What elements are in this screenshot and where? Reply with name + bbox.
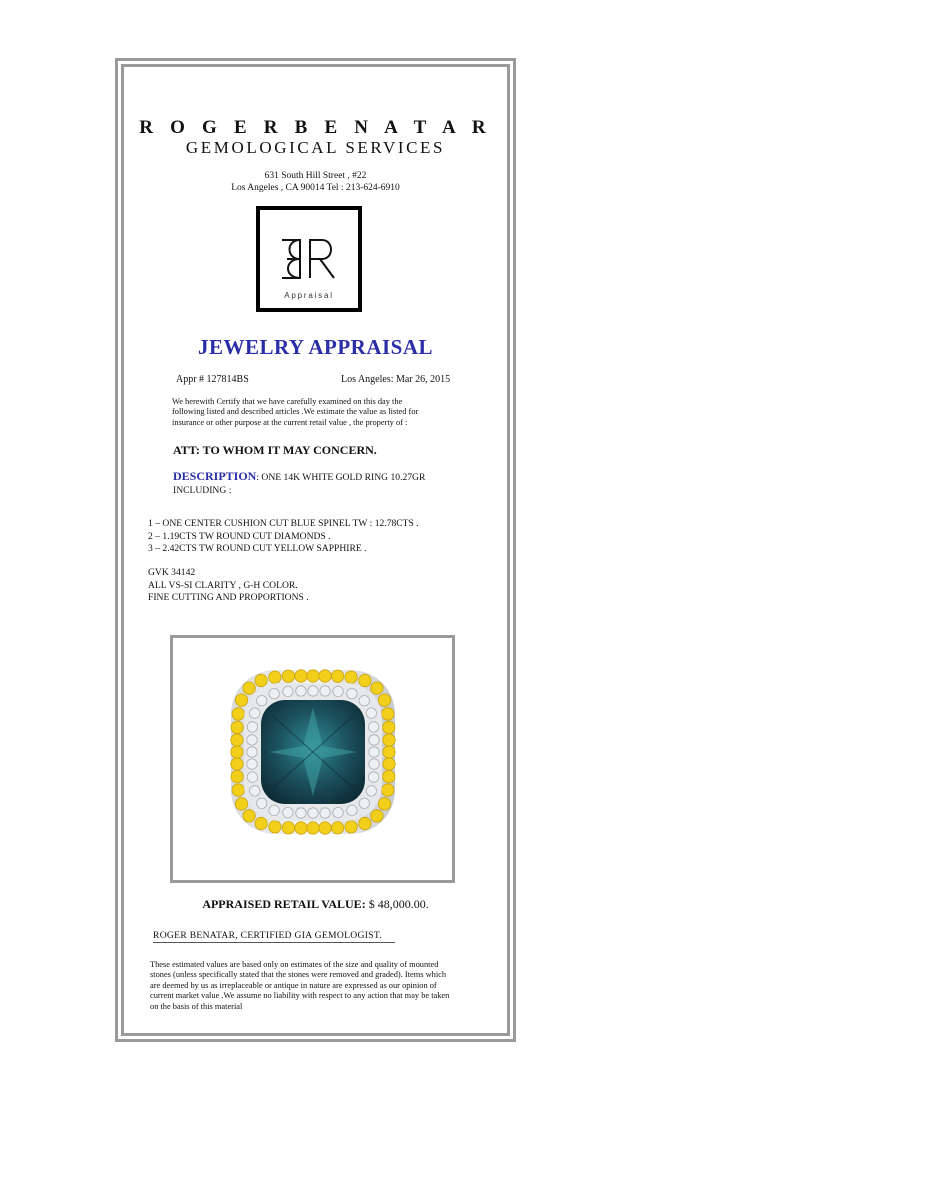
yellow-sapphire-stone bbox=[383, 770, 395, 782]
yellow-sapphire-stone bbox=[319, 670, 331, 682]
yellow-sapphire-stone bbox=[319, 822, 331, 834]
diamond-stone bbox=[308, 808, 318, 818]
yellow-sapphire-stone bbox=[269, 671, 281, 683]
value-amount: $ 48,000.00. bbox=[365, 897, 429, 911]
yellow-sapphire-stone bbox=[231, 770, 243, 782]
yellow-sapphire-stone bbox=[378, 798, 390, 810]
yellow-sapphire-stone bbox=[282, 670, 294, 682]
yellow-sapphire-stone bbox=[307, 822, 319, 834]
yellow-sapphire-stone bbox=[371, 810, 383, 822]
disclaimer-line: stones (unless specifically stated that the stones were removed and graded). Items which bbox=[150, 970, 447, 980]
yellow-sapphire-stone bbox=[243, 682, 255, 694]
appraised-value bbox=[121, 897, 510, 912]
yellow-sapphire-stone bbox=[371, 682, 383, 694]
yellow-sapphire-stone bbox=[243, 810, 255, 822]
diamond-stone bbox=[333, 807, 343, 817]
disclaimer-line: current market value .We assume no liability with respect to any action that may be taken bbox=[150, 991, 450, 1001]
disclaimer-line: on the basis of this material bbox=[150, 1001, 243, 1011]
diamond-stone bbox=[369, 747, 379, 757]
yellow-sapphire-stone bbox=[231, 734, 243, 746]
br-monogram-icon bbox=[278, 236, 340, 282]
diamond-stone bbox=[347, 689, 357, 699]
yellow-sapphire-stone bbox=[269, 821, 281, 833]
disclaimer-line: are deemed by us as irreplaceable or antique in nature are expressed as our opinion of bbox=[150, 980, 437, 990]
logo-caption: Appraisal bbox=[284, 291, 334, 300]
disclaimer-text bbox=[150, 960, 449, 1012]
diamond-stone bbox=[247, 747, 257, 757]
certify-line: following listed and described articles .We estimate the value as listed for bbox=[172, 407, 419, 417]
company-logo bbox=[256, 206, 362, 312]
yellow-sapphire-stone bbox=[235, 694, 247, 706]
diamond-stone bbox=[368, 722, 378, 732]
yellow-sapphire-stone bbox=[231, 721, 243, 733]
diamond-stone bbox=[366, 708, 376, 718]
diamond-stone bbox=[359, 798, 369, 808]
attention-line: ATT: TO WHOM IT MAY CONCERN. bbox=[173, 443, 377, 457]
company-name: R O G E R B E N A T A R bbox=[139, 117, 492, 138]
list-item: 2 – 1.19CTS TW ROUND CUT DIAMONDS . bbox=[148, 530, 331, 542]
yellow-sapphire-stone bbox=[382, 784, 394, 796]
diamond-stone bbox=[283, 686, 293, 696]
grading-line: FINE CUTTING AND PROPORTIONS . bbox=[148, 592, 309, 604]
yellow-sapphire-stone bbox=[295, 670, 307, 682]
list-item: 3 – 2.42CTS TW ROUND CUT YELLOW SAPPHIRE . bbox=[148, 543, 367, 555]
diamond-stone bbox=[257, 798, 267, 808]
yellow-sapphire-stone bbox=[282, 822, 294, 834]
yellow-sapphire-stone bbox=[382, 708, 394, 720]
yellow-sapphire-stone bbox=[345, 821, 357, 833]
diamond-stone bbox=[269, 689, 279, 699]
yellow-sapphire-stone bbox=[255, 674, 267, 686]
diamond-stone bbox=[296, 808, 306, 818]
yellow-sapphire-stone bbox=[331, 670, 343, 682]
diamond-stone bbox=[369, 735, 379, 745]
signature-rule bbox=[153, 942, 395, 943]
yellow-sapphire-stone bbox=[383, 734, 395, 746]
diamond-stone bbox=[368, 772, 378, 782]
yellow-sapphire-stone bbox=[231, 746, 243, 758]
diamond-stone bbox=[257, 696, 267, 706]
diamond-stone bbox=[296, 686, 306, 696]
grading-line: GVK 34142 bbox=[148, 567, 196, 578]
yellow-sapphire-stone bbox=[307, 670, 319, 682]
address-line-2: Los Angeles , CA 90014 Tel : 213-624-6910 bbox=[231, 183, 400, 193]
yellow-sapphire-stone bbox=[383, 721, 395, 733]
diamond-stone bbox=[320, 686, 330, 696]
diamond-stone bbox=[347, 805, 357, 815]
diamond-stone bbox=[333, 686, 343, 696]
description-including: INCLUDING : bbox=[173, 485, 232, 496]
yellow-sapphire-stone bbox=[359, 674, 371, 686]
yellow-sapphire-stone bbox=[383, 746, 395, 758]
yellow-sapphire-stone bbox=[235, 798, 247, 810]
yellow-sapphire-stone bbox=[383, 758, 395, 770]
diamond-stone bbox=[269, 805, 279, 815]
yellow-sapphire-stone bbox=[232, 708, 244, 720]
gemologist-signoff: ROGER BENATAR, CERTIFIED GIA GEMOLOGIST. bbox=[153, 930, 382, 941]
yellow-sapphire-stone bbox=[331, 822, 343, 834]
yellow-sapphire-stone bbox=[345, 671, 357, 683]
grading-line: ALL VS-SI CLARITY , G-H COLOR. bbox=[148, 579, 298, 591]
disclaimer-line: These estimated values are based only on estimates of the size and quality of mounted bbox=[150, 960, 439, 969]
stone-items-list bbox=[148, 518, 419, 556]
list-item: 1 – ONE CENTER CUSHION CUT BLUE SPINEL TW : 12.78CTS . bbox=[148, 518, 419, 529]
description-text: : ONE 14K WHITE GOLD RING 10.27GR bbox=[256, 472, 426, 483]
diamond-stone bbox=[308, 686, 318, 696]
certify-line: insurance or other purpose at the current retail value , the property of : bbox=[172, 417, 408, 427]
diamond-stone bbox=[320, 808, 330, 818]
diamond-stone bbox=[247, 722, 257, 732]
yellow-sapphire-stone bbox=[255, 817, 267, 829]
diamond-stone bbox=[283, 807, 293, 817]
value-label: APPRAISED RETAIL VALUE: bbox=[202, 897, 366, 911]
company-subtitle: GEMOLOGICAL SERVICES bbox=[185, 138, 446, 157]
diamond-stone bbox=[250, 708, 260, 718]
yellow-sapphire-stone bbox=[359, 817, 371, 829]
diamond-stone bbox=[247, 759, 257, 769]
appraisal-number: Appr # 127814BS bbox=[176, 374, 249, 385]
diamond-stone bbox=[359, 696, 369, 706]
diamond-stone bbox=[366, 786, 376, 796]
yellow-sapphire-stone bbox=[231, 758, 243, 770]
description-label: DESCRIPTION bbox=[173, 469, 257, 483]
diamond-stone bbox=[247, 772, 257, 782]
appraisal-location-date: Los Angeles: Mar 26, 2015 bbox=[341, 374, 451, 385]
yellow-sapphire-stone bbox=[295, 822, 307, 834]
yellow-sapphire-stone bbox=[378, 694, 390, 706]
address-line-1: 631 South Hill Street , #22 bbox=[264, 171, 367, 181]
diamond-stone bbox=[369, 759, 379, 769]
certify-line: We herewith Certify that we have carefully examined on this day the bbox=[172, 397, 403, 406]
diamond-stone bbox=[250, 786, 260, 796]
diamond-stone bbox=[247, 735, 257, 745]
yellow-sapphire-stone bbox=[232, 784, 244, 796]
description-block bbox=[173, 470, 425, 497]
certification-text bbox=[172, 397, 418, 428]
ring-photo bbox=[173, 638, 452, 880]
ring-photo-frame bbox=[170, 635, 455, 883]
document-title: JEWELRY APPRAISAL bbox=[197, 335, 434, 359]
grading-notes bbox=[148, 567, 309, 605]
